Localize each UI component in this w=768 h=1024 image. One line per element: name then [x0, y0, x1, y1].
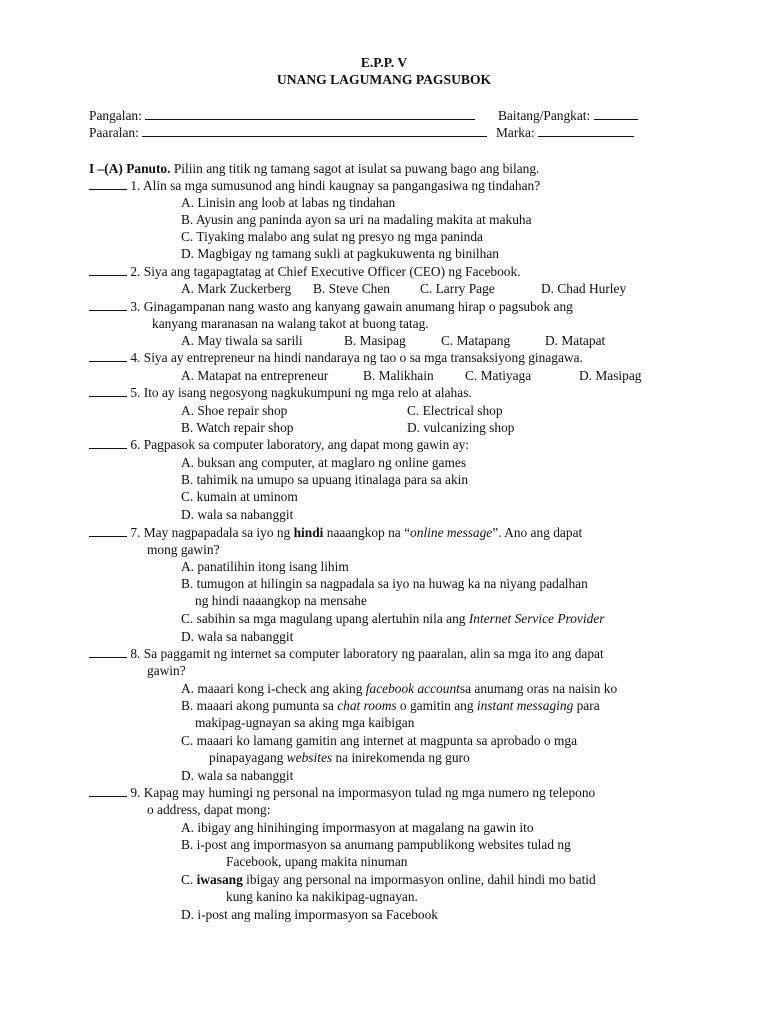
answer-blank-8[interactable]	[89, 645, 127, 658]
option-text: A. maaari kong i-check ang aking	[181, 681, 366, 696]
question-2	[89, 263, 521, 280]
instructions	[89, 160, 539, 177]
option: B. tumugon at hilingin sa nagpadala sa iyo na huwag ka na niyang padalhan	[181, 576, 588, 591]
answer-blank-5[interactable]	[89, 384, 127, 397]
option	[181, 610, 604, 627]
school-line[interactable]	[142, 124, 487, 137]
answer-blank-9[interactable]	[89, 784, 127, 797]
name-line[interactable]	[145, 107, 475, 120]
question-8-stem-cont: gawin?	[147, 663, 186, 678]
option: C. Larry Page	[420, 281, 495, 296]
option: D. vulcanizing shop	[407, 420, 515, 435]
option: D. Matapat	[545, 333, 606, 348]
option: A. panatilihin itong isang lihim	[181, 559, 349, 574]
question-3-stem-cont: kanyang maranasan na walang takot at buong tatag.	[152, 316, 429, 331]
option-cont: Facebook, upang makita ninuman	[226, 854, 408, 869]
option: B. Steve Chen	[313, 281, 390, 296]
score-line[interactable]	[538, 124, 634, 137]
subject-title: E.P.P. V	[360, 55, 408, 70]
option-term: facebook account	[365, 681, 460, 696]
question-4	[89, 349, 583, 366]
option: D. Magbigay ng tamang sukli at pagkukuwenta ng binilhan	[181, 246, 499, 261]
option-text-mid: o gamitin ang	[396, 698, 477, 713]
question-6	[89, 436, 469, 453]
answer-blank-1[interactable]	[89, 177, 127, 190]
grade-section-line[interactable]	[594, 107, 638, 120]
instructions-text: Piliin ang titik ng tamang sagot at isulat sa puwang bago ang bilang.	[173, 161, 540, 176]
name-field[interactable]	[89, 107, 475, 124]
option: D. wala sa nabanggit	[181, 507, 294, 522]
option: A. Matapat na entrepreneur	[181, 368, 329, 383]
school-field[interactable]	[89, 124, 487, 141]
option: B. Masipag	[344, 333, 406, 348]
option-cont: makipag-ugnayan sa aking mga kaibigan	[195, 715, 415, 730]
option: A. Shoe repair shop	[181, 403, 288, 418]
question-7	[89, 524, 582, 541]
question-9	[89, 784, 595, 801]
question-7-stem-cont: mong gawin?	[147, 542, 220, 557]
option-cont: kung kanino ka nakikipag-ugnayan.	[226, 889, 418, 904]
option-text-end: na inirekomenda ng guro	[332, 750, 470, 765]
question-2-stem: 2. Siya ang tagapagtatag at Chief Executive Officer (CEO) ng Facebook.	[130, 264, 521, 279]
answer-blank-7[interactable]	[89, 524, 127, 537]
question-7-stem-end: ”. Ano ang dapat	[492, 525, 583, 540]
question-3	[89, 298, 573, 315]
option-term: Internet Service Provider	[468, 611, 605, 626]
option: C. Tiyaking malabo ang sulat ng presyo ng mga paninda	[181, 229, 484, 244]
option: D. wala sa nabanggit	[181, 629, 294, 644]
option	[181, 680, 617, 697]
option-cont	[209, 749, 470, 766]
option-text: C. sabihin sa mga magulang upang alertuhin nila ang	[181, 611, 469, 626]
score-field[interactable]	[496, 124, 634, 141]
question-5-stem: 5. Ito ay isang negosyong nagkukumpuni ng mga relo at alahas.	[130, 385, 472, 400]
option: C. maaari ko lamang gamitin ang internet at magpunta sa aprobado o mga	[181, 733, 578, 748]
option: D. Masipag	[579, 368, 642, 383]
option: C. Matiyaga	[465, 368, 532, 383]
question-7-emphasis: hindi	[293, 525, 324, 540]
option-term: instant messaging	[476, 698, 574, 713]
grade-section-label: Baitang/Pangkat:	[498, 108, 591, 123]
question-7-stem: 7. May nagpapadala sa iyo ng	[130, 525, 294, 540]
option: B. tahimik na umupo sa upuang itinalaga para sa akin	[181, 472, 469, 487]
option: C. Electrical shop	[407, 403, 503, 418]
question-1	[89, 177, 540, 194]
answer-blank-2[interactable]	[89, 263, 127, 276]
option: C. Matapang	[441, 333, 511, 348]
option-text: C.	[181, 872, 197, 887]
option: A. ibigay ang hinihinging impormasyon at magalang na gawin ito	[181, 820, 534, 835]
question-8-stem: 8. Sa paggamit ng internet sa computer laboratory ng paaralan, alin sa mga ito ang dapat	[130, 646, 604, 661]
exam-title: UNANG LAGUMANG PAGSUBOK	[276, 72, 492, 87]
option: A. May tiwala sa sarili	[181, 333, 303, 348]
question-7-stem-mid: naaangkop na “	[323, 525, 411, 540]
option-emphasis: iwasang	[196, 872, 243, 887]
option: D. wala sa nabanggit	[181, 768, 294, 783]
question-4-stem: 4. Siya ay entrepreneur na hindi nandaraya ng tao o sa mga transaksiyong ginagawa.	[130, 350, 583, 365]
option: A. Linisin ang loob at labas ng tindahan	[181, 195, 396, 210]
option	[181, 697, 600, 714]
answer-blank-3[interactable]	[89, 298, 127, 311]
option: A. Mark Zuckerberg	[181, 281, 292, 296]
instructions-label: I –(A) Panuto.	[89, 161, 171, 176]
question-9-stem-cont: o address, dapat mong:	[147, 802, 271, 817]
answer-blank-6[interactable]	[89, 436, 127, 449]
option: B. Ayusin ang paninda ayon sa uri na madaling makita at makuha	[181, 212, 532, 227]
option-cont: ng hindi naaangkop na mensahe	[195, 593, 367, 608]
option: D. Chad Hurley	[541, 281, 627, 296]
answer-blank-4[interactable]	[89, 349, 127, 362]
option-text: B. maaari akong pumunta sa	[181, 698, 338, 713]
option: B. Malikhain	[363, 368, 434, 383]
question-6-stem: 6. Pagpasok sa computer laboratory, ang dapat mong gawin ay:	[130, 437, 470, 452]
option-term: chat rooms	[337, 698, 397, 713]
question-3-stem: 3. Ginagampanan nang wasto ang kanyang gawain anumang hirap o pagsubok ang	[130, 299, 573, 314]
question-5	[89, 384, 472, 401]
option	[181, 871, 596, 888]
score-label: Marka:	[496, 125, 535, 140]
option: B. i-post ang impormasyon sa anumang pampublikong websites tulad ng	[181, 837, 571, 852]
option-text-end: ibigay ang personal na impormasyon online, dahil hindi mo batid	[242, 872, 596, 887]
option: B. Watch repair shop	[181, 420, 294, 435]
option-term: websites	[286, 750, 333, 765]
question-9-stem: 9. Kapag may humingi ng personal na impormasyon tulad ng mga numero ng telepono	[130, 785, 596, 800]
question-8	[89, 645, 604, 662]
option-text-end: sa anumang oras na naisin ko	[459, 681, 618, 696]
option-text-end: para	[573, 698, 600, 713]
question-1-stem: 1. Alin sa mga sumusunod ang hindi kaugnay sa pangangasiwa ng tindahan?	[130, 178, 541, 193]
option: D. i-post ang maling impormasyon sa Facebook	[181, 907, 438, 922]
grade-section-field[interactable]	[498, 107, 638, 124]
option: A. buksan ang computer, at maglaro ng online games	[181, 455, 467, 470]
school-label: Paaralan:	[89, 125, 139, 140]
option: C. kumain at uminom	[181, 489, 298, 504]
question-7-term: online message	[410, 525, 493, 540]
option-text: pinapayagang	[209, 750, 287, 765]
name-label: Pangalan:	[89, 108, 142, 123]
